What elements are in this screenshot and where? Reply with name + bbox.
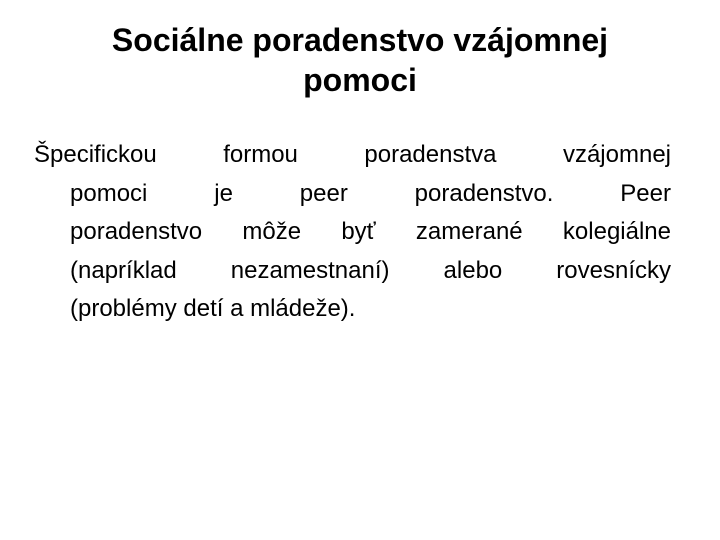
body-line-2: pomoci je peer poradenstvo. Peer (70, 179, 671, 207)
slide-title-line-2: pomoci (303, 62, 417, 98)
slide-title-line-1: Sociálne poradenstvo vzájomnej (111, 22, 609, 58)
body-line-4: (napríklad nezamestnaní) alebo rovesnícky (70, 256, 671, 284)
body-line-3: poradenstvo môže byť zamerané kolegiálne (70, 218, 671, 245)
slide-body-paragraph (34, 136, 671, 329)
body-line-5: (problémy detí a mládeže). (70, 295, 356, 322)
body-line-1: Špecifickou formou poradenstva vzájomnej (34, 141, 671, 168)
slide-title (40, 20, 680, 100)
